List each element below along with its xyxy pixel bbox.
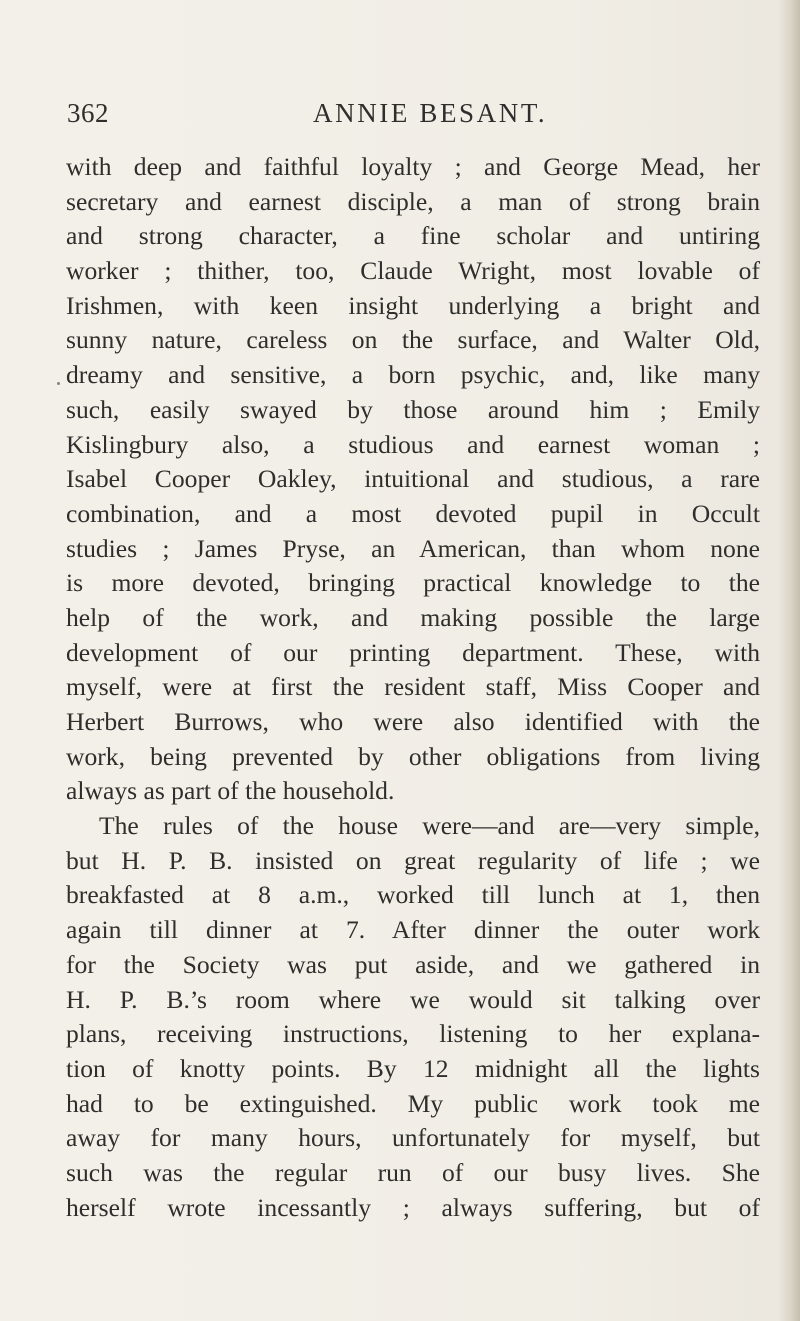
text-line: work, being prevented by other obligations from living [66, 741, 760, 771]
text-line: again till dinner at 7. After dinner the outer work [66, 915, 760, 945]
text-line: Isabel Cooper Oakley, intuitional and studious, a rare [66, 464, 760, 494]
text-line: with deep and faithful loyalty ; and George Mead, her [66, 152, 760, 181]
text-line: plans, receiving instructions, listening to her explana- [66, 1019, 760, 1049]
text-line: for the Society was put aside, and we gathered in [66, 949, 760, 979]
text-line: and strong character, a fine scholar and untiring [66, 221, 760, 251]
text-line: away for many hours, unfortunately for myself, but [66, 1123, 760, 1153]
page-number: 362 [67, 98, 109, 128]
running-head: ANNIE BESANT. [313, 98, 548, 128]
text-line: had to be extinguished. My public work took me [66, 1088, 760, 1118]
text-line: tion of knotty points. By 12 midnight all the lights [66, 1053, 760, 1083]
text-line: is more devoted, bringing practical knowledge to the [66, 568, 760, 598]
text-line: breakfasted at 8 a.m., worked till lunch at 1, then [66, 880, 760, 910]
text-line: combination, and a most devoted pupil in Occult [66, 498, 760, 528]
page-gutter-shadow [778, 0, 800, 1321]
text-line: always as part of the household. [66, 776, 395, 806]
text-line: herself wrote incessantly ; always suffering, but of [66, 1192, 760, 1222]
text-line: dreamy and sensitive, a born psychic, and, like many [66, 360, 760, 390]
text-line: The rules of the house were—and are—very simple, [99, 811, 760, 841]
page-header [67, 98, 727, 138]
text-line: help of the work, and making possible the large [66, 602, 760, 632]
text-line: but H. P. B. insisted on great regularity of life ; we [66, 845, 760, 875]
text-line: myself, were at first the resident staff, Miss Cooper and [66, 672, 760, 702]
text-line: Kislingbury also, a studious and earnest woman ; [66, 429, 760, 459]
text-line: development of our printing department. These, with [66, 637, 760, 667]
body-text [66, 150, 760, 1225]
margin-speck [57, 382, 60, 385]
text-line: Herbert Burrows, who were also identified with the [66, 707, 760, 736]
text-line: H. P. B.’s room where we would sit talking over [66, 984, 760, 1014]
text-line: studies ; James Pryse, an American, than whom none [66, 533, 760, 563]
text-line: secretary and earnest disciple, a man of strong brain [66, 186, 760, 216]
text-line: such was the regular run of our busy lives. She [66, 1157, 760, 1187]
text-line: such, easily swayed by those around him ; Emily [66, 394, 760, 424]
text-line: sunny nature, careless on the surface, and Walter Old, [66, 325, 760, 355]
text-line: Irishmen, with keen insight underlying a bright and [66, 290, 760, 320]
text-line: worker ; thither, too, Claude Wright, most lovable of [66, 256, 760, 286]
